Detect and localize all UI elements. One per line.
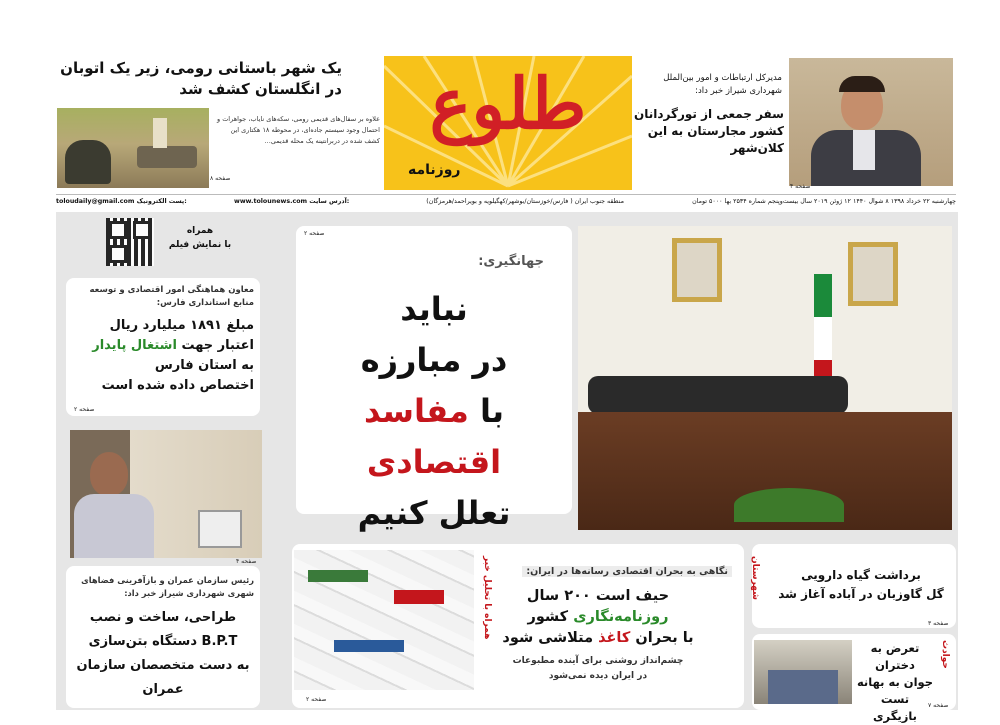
- main-story[interactable]: صفحه ۲ جهانگیری: نباید در مبارزه با مفاسد اقتصادی تعلل کنیم: [296, 226, 572, 514]
- top-right-headline[interactable]: سفر جمعی از تورگردانان کشور مجارستان به این کلان‌شهر: [634, 107, 784, 155]
- top-left-headline[interactable]: یک شهر باستانی رومی، زیر یک اتوبان در انگلستان کشف شد: [60, 59, 342, 98]
- page-ref: صفحه ۴: [790, 183, 811, 190]
- borage-harvest-story[interactable]: شهرستان برداشت گیاه دارویی گل گاوزبان در آباده آغاز شد صفحه ۳: [752, 544, 956, 628]
- left-story-budget[interactable]: معاون هماهنگی امور اقتصادی و توسعه منابع استانداری فارس: مبلغ ۱۸۹۱ میلیارد ریال اعتبار جهت اشتغال پایدار به استان فارس اختصاص داده شده است صفحه ۲: [66, 278, 260, 416]
- top-left-body: علاوه بر سفال‌های قدیمی رومی، سکه‌های نایاب، جواهرات و احتمال وجود سیستم جاده‌ای، در محوطه ۱۸ هکتاری این کشف شده در دربرانتینه یک محله قدیمی…: [216, 115, 380, 145]
- qr-code-icon[interactable]: [106, 218, 154, 266]
- courtroom-photo: [754, 640, 852, 704]
- info-bar: [56, 194, 956, 209]
- media-crisis-story[interactable]: همراه با تحلیل خبر نگاهی به بحران اقتصادی رسانه‌ها در ایران: حیف است ۲۰۰ سال روزنامه‌نگاری کشور با بحران کاغذ متلاشی شود چشم‌انداز روشنی برای آینده مطبوعات در ایران دیده نمی‌شود صفحه ۲: [292, 544, 744, 708]
- acting-test-story[interactable]: حوادث تعرض به دختران جوان به بهانه تست بازیگری صفحه ۷: [752, 634, 956, 710]
- website[interactable]: www.tolounews.com آدرس سایت:: [234, 198, 350, 205]
- top-right-kicker: مدیرکل ارتباطات و امور بین‌الملل شهرداری شیراز خبر داد:: [663, 73, 782, 96]
- left-story-bpt[interactable]: رئیس سازمان عمران و بازآفرینی فضاهای شهری شهرداری شیراز خبر داد: طراحی، ساخت و نصب دستگاه بتن‌سازی B.P.T به دست متخصصان سازمان عمران: [66, 566, 260, 708]
- logo-sub: روزنامه: [408, 162, 461, 178]
- portrait-frame-right: [848, 242, 898, 306]
- roman-dig-photo: [57, 108, 209, 188]
- masthead-logo[interactable]: [384, 56, 632, 190]
- logo-text: طلوع: [429, 62, 587, 145]
- page-ref: صفحه ۸: [210, 175, 231, 182]
- newspapers-photo: [294, 550, 474, 690]
- official-desk-photo: [70, 430, 262, 558]
- region-info: منطقه جنوب ایران ( فارس/خوزستان/بوشهر/کهگیلویه و بویراحمد/هرمزگان): [426, 198, 624, 205]
- cabinet-meeting-photo: [578, 226, 952, 530]
- official-portrait-photo: [789, 58, 953, 186]
- page-ref: صفحه ۴: [236, 558, 257, 565]
- email[interactable]: toloudaily@gmail.com پست الکترونیک:: [56, 198, 187, 205]
- side-label: همراه با تحلیل خبر: [482, 556, 492, 640]
- qr-caption: همراه با نمایش فیلم: [168, 226, 232, 250]
- portrait-frame-left: [672, 238, 722, 302]
- main-headline: نباید در مبارزه با مفاسد اقتصادی تعلل کنیم: [357, 290, 511, 532]
- main-kicker: جهانگیری:: [478, 254, 544, 269]
- date-info: چهارشنبه ۲۲ خرداد ۱۳۹۸ ۸ شوال ۱۴۴۰ ۱۲ ژوئن ۲۰۱۹ سال بیست‌وپنجم شماره ۲۵۳۴ بها ۵۰۰۰ تومان: [692, 198, 956, 205]
